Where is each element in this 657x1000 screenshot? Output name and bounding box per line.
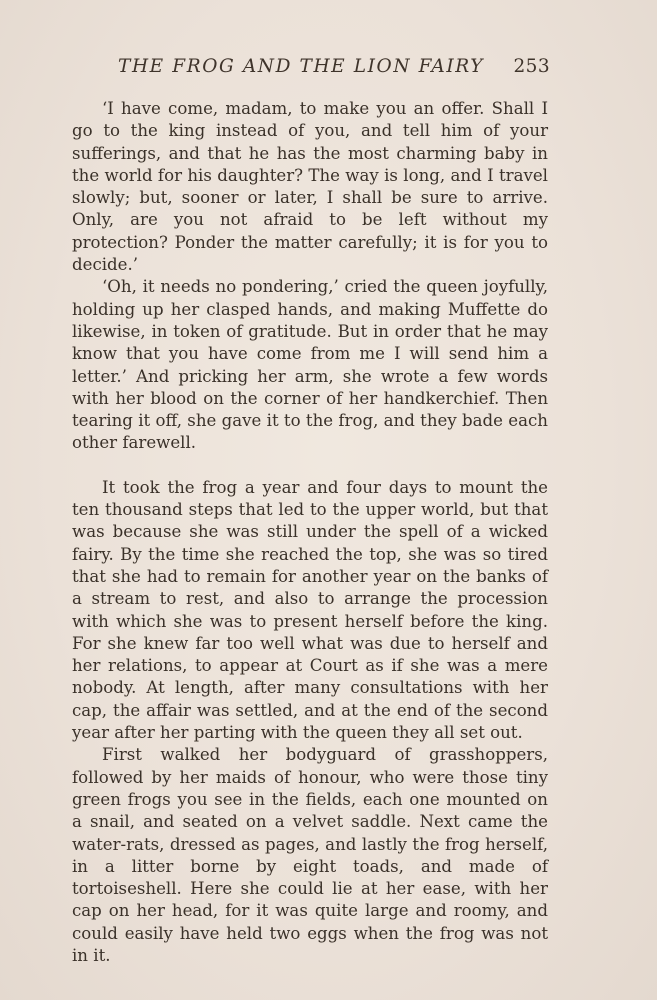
running-title: THE FROG AND THE LION FAIRY bbox=[118, 56, 485, 77]
page-number: 253 bbox=[513, 56, 550, 77]
paragraph: ‘Oh, it needs no pondering,’ cried the queen joyfully, holding up her clasped hands, and making Muffette do likewise, in token of gratitude. But in order that he may know that you have come from me I will send him a letter.’ And pricking her arm, she wrote a few words with her blood on the corner of her handkerchief. Then tearing it off, she gave it to the frog, and they bade each other farewell. bbox=[72, 277, 548, 453]
running-head bbox=[118, 56, 550, 86]
body-text bbox=[72, 98, 548, 967]
paragraph: First walked her bodyguard of grasshoppers, followed by her maids of honour, who were those tiny green frogs you see in the fields, each one mounted on a snail, and seated on a velvet saddle. Next came the water-rats, dressed as pages, and lastly the frog herself, in a litter borne by eight toads, and made of tortoiseshell. Here she could lie at her ease, with her cap on her head, for it was quite large and roomy, and could easily have held two eggs when the frog was not in it. bbox=[72, 745, 548, 965]
paragraph: It took the frog a year and four days to mount the ten thousand steps that led to the upper world, but that was because she was still under the spell of a wicked fairy. By the time she reached the top, she was so tired that she had to remain for another year on the banks of a stream to rest, and also to arrange the procession with which she was to present herself before the king. For she knew far too well what was due to herself and her relations, to appear at Court as if she was a mere nobody. At length, after many consultations with her cap, the affair was settled, and at the end of the second year after her parting with the queen they all set out. bbox=[72, 477, 548, 743]
paragraph: ‘I have come, madam, to make you an offer. Shall I go to the king instead of you, and tell him of your sufferings, and that he has the most charming baby in the world for his daughter? The way is long, and I travel slowly; but, sooner or later, I shall be sure to arrive. Only, are you not afraid to be left without my protection? Ponder the matter carefully; it is for you to decide.’ bbox=[72, 99, 548, 275]
